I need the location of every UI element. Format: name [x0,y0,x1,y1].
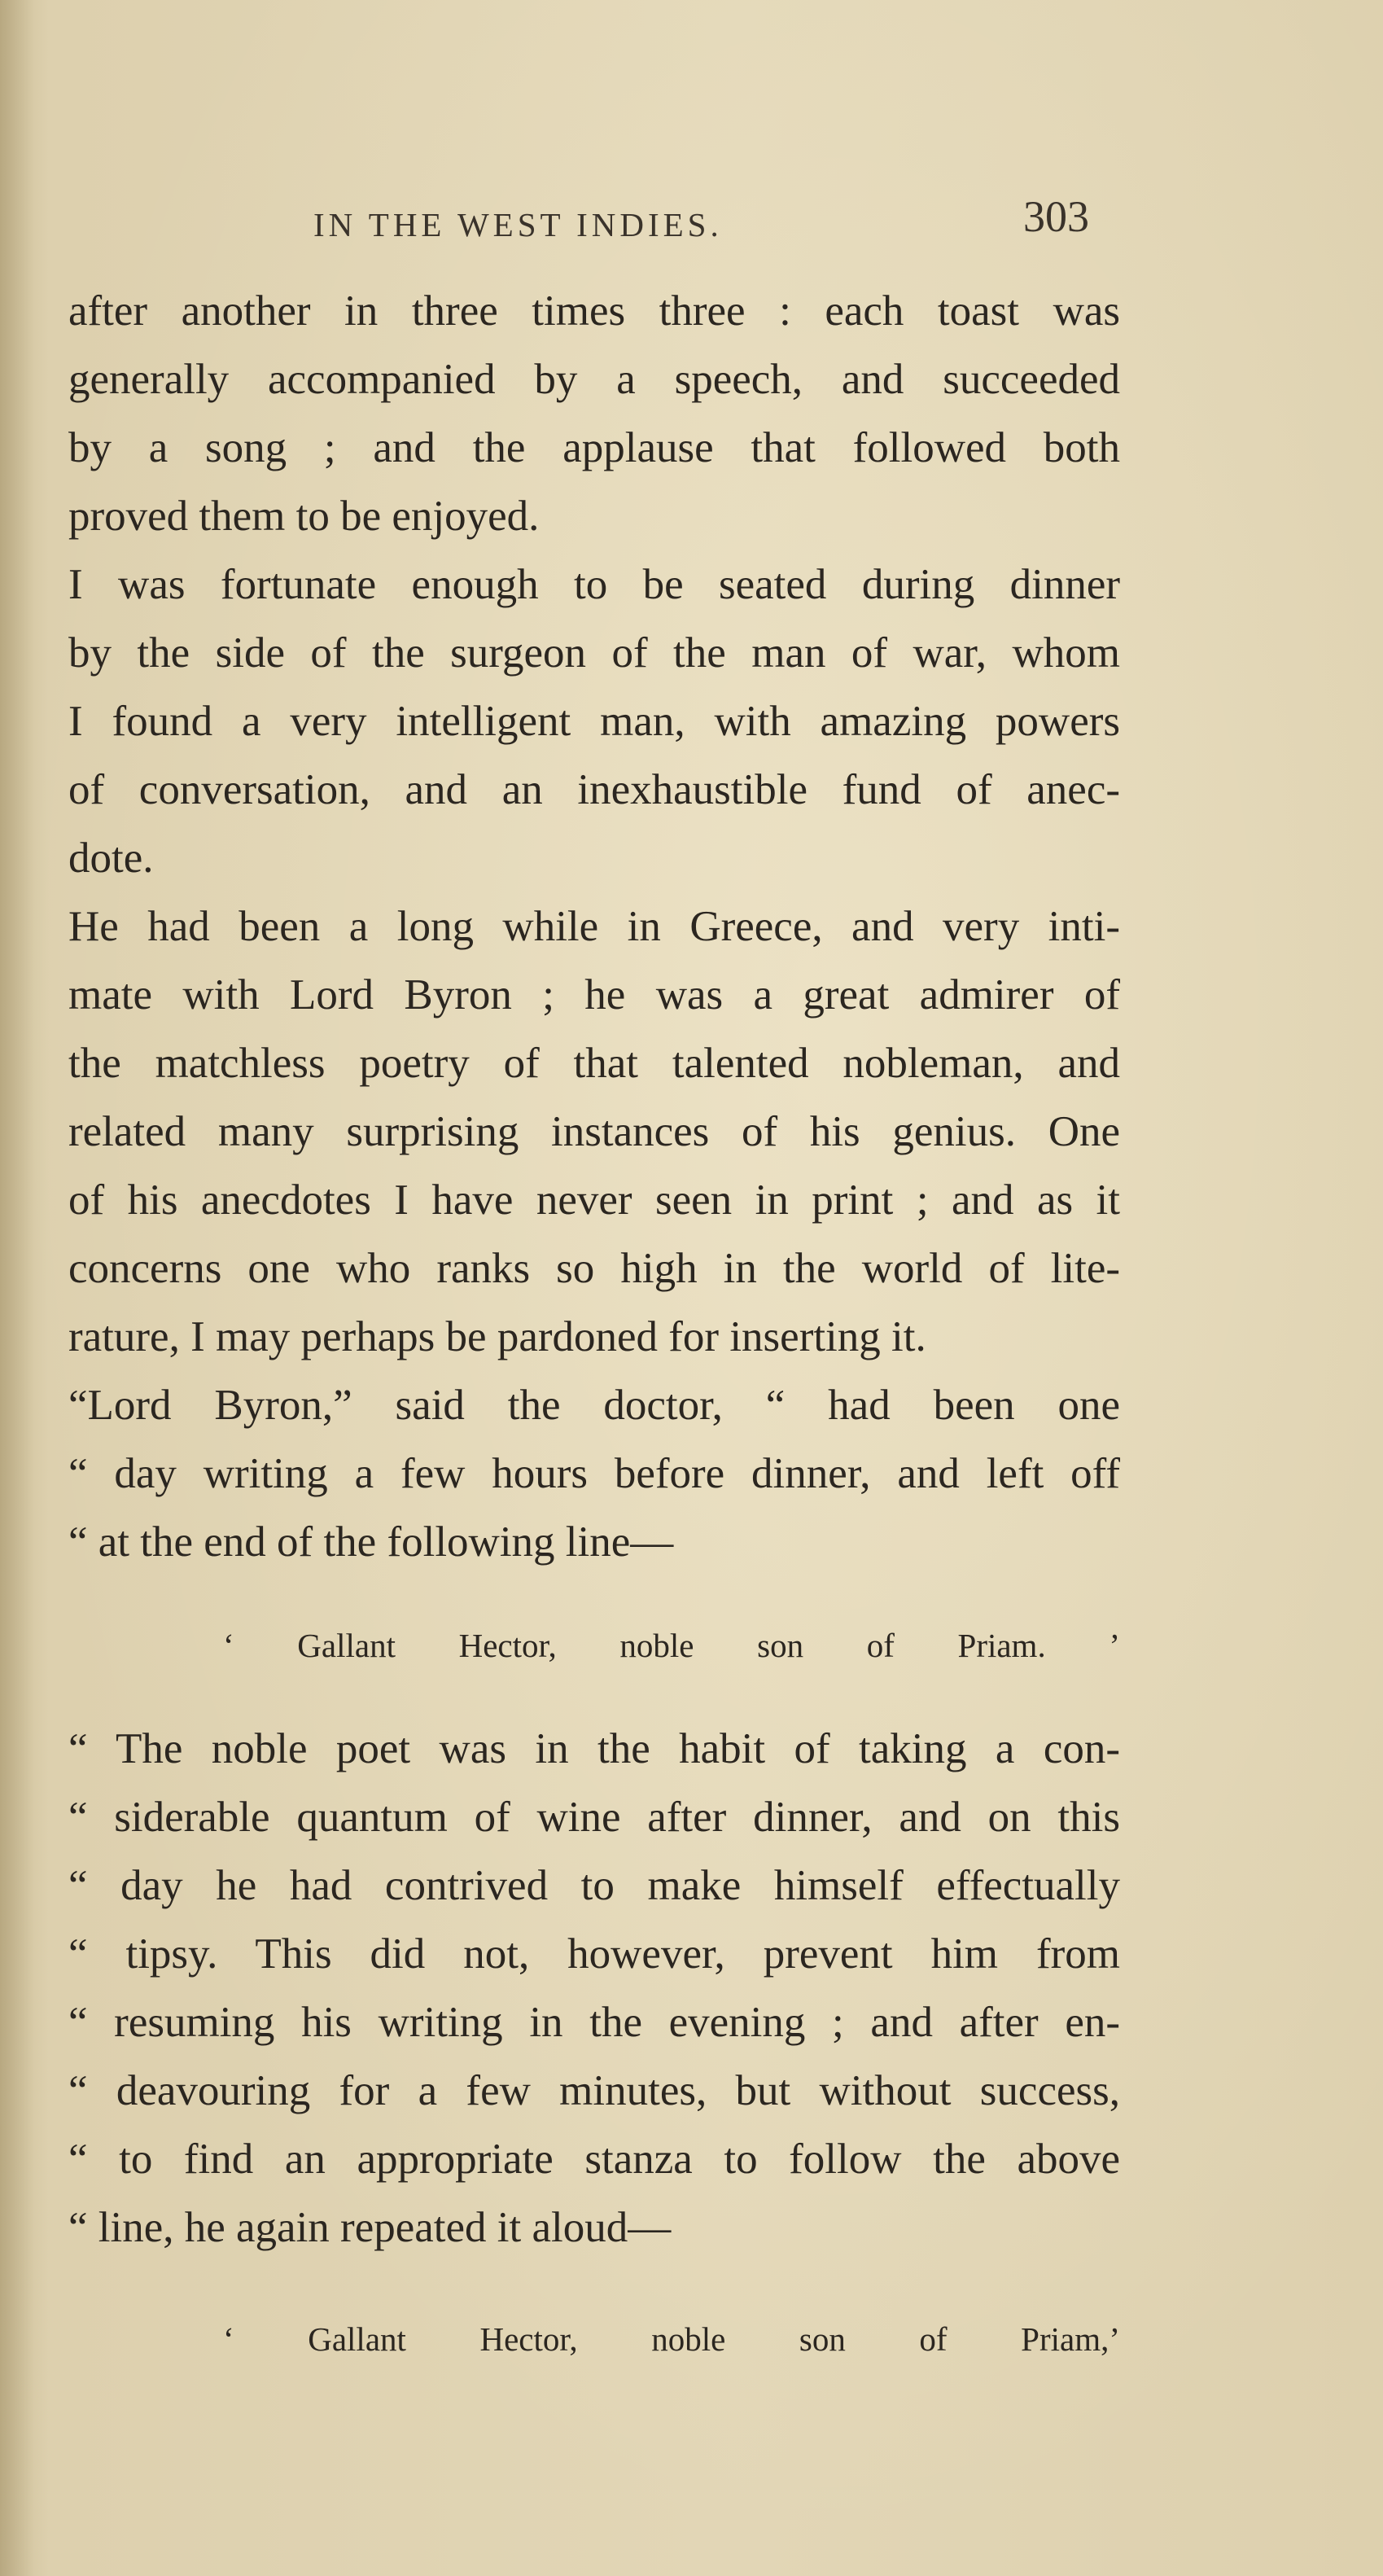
verse-quotation: ‘ Gallant Hector, noble son of Priam,’ [223,2320,1120,2358]
text-line: I was fortunate enough to be seated during dinner [68,561,1120,608]
text-line: the matchless poetry of that talented nobleman, and [68,1040,1120,1087]
text-line: “ to find an appropriate stanza to follow the above [68,2136,1120,2183]
text-line: “ at the end of the following line— [68,1518,674,1566]
gutter-shadow [0,0,34,2576]
text-line: by a song ; and the applause that followed both [68,424,1120,471]
text-line: “ day writing a few hours before dinner, and left off [68,1450,1120,1497]
text-line: “ day he had contrived to make himself effectually [68,1862,1120,1909]
text-line: “ The noble poet was in the habit of taking a con- [68,1725,1120,1772]
text-line: by the side of the surgeon of the man of war, whom [68,629,1120,677]
running-head: IN THE WEST INDIES. [313,206,723,243]
text-line: He had been a long while in Greece, and very inti- [68,903,1120,950]
text-line: “Lord Byron,” said the doctor, “ had been one [68,1382,1120,1429]
verse-quotation: ‘ Gallant Hector, noble son of Priam. ’ [223,1627,1120,1664]
text-line: after another in three times three : each toast was [68,287,1120,335]
text-line: “ tipsy. This did not, however, prevent him from [68,1930,1120,1978]
text-line: “ line, he again repeated it aloud— [68,2204,672,2251]
text-line: concerns one who ranks so high in the world of lite- [68,1245,1120,1292]
text-line: dote. [68,835,154,882]
text-line: “ deavouring for a few minutes, but without success, [68,2067,1120,2114]
text-line: proved them to be enjoyed. [68,493,540,540]
text-line: I found a very intelligent man, with amazing powers [68,698,1120,745]
page-number: 303 [1023,192,1089,241]
text-line: of conversation, and an inexhaustible fund of anec- [68,766,1120,813]
text-line: “ resuming his writing in the evening ; and after en- [68,1999,1120,2046]
text-line: generally accompanied by a speech, and succeeded [68,356,1120,403]
body-text [68,277,1120,2416]
text-line: mate with Lord Byron ; he was a great admirer of [68,971,1120,1019]
text-line: of his anecdotes I have never seen in print ; and as it [68,1176,1120,1224]
text-line: related many surprising instances of his genius. One [68,1108,1120,1155]
text-line: “ siderable quantum of wine after dinner, and on this [68,1794,1120,1841]
text-line: rature, I may perhaps be pardoned for inserting it. [68,1313,926,1360]
